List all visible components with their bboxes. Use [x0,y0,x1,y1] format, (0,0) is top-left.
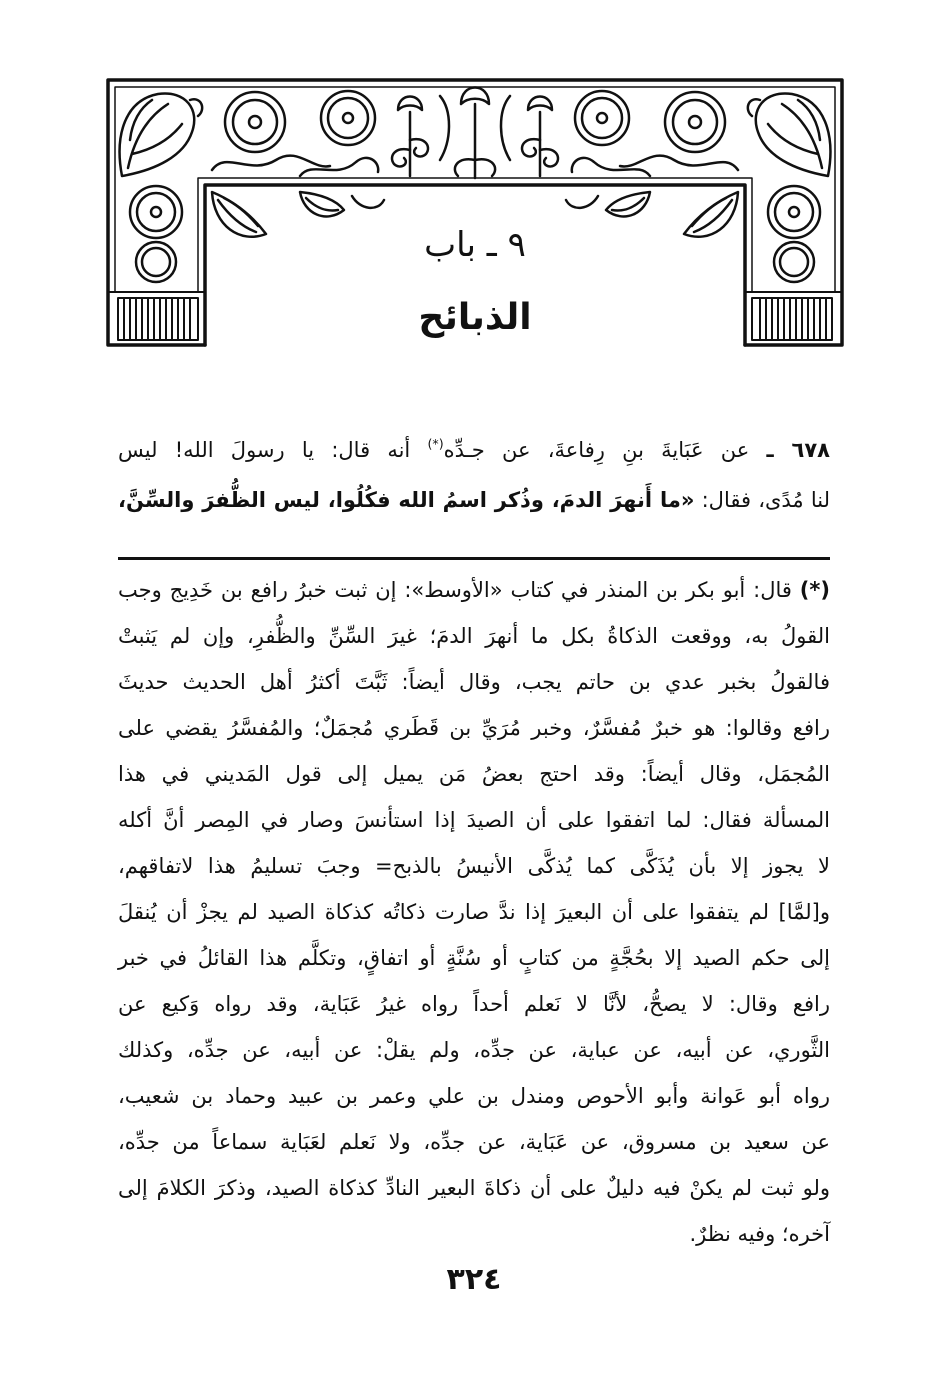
hadith-quote: «ما أَنهرَ الدمَ، وذُكر اسمُ الله فكُلُوا، ليس الظُّفرَ والسِّنَّ، [118,488,695,512]
hanging-leaf-ornament [212,192,266,237]
column-circle-ornament [136,242,176,282]
footnote-divider [118,557,830,560]
footnote-line: آخره؛ وفيه نظرٌ. [689,1222,830,1246]
footnote-line: عن سعيد بن مسروق، عن عَبَاية، عن جدِّه، ولا نَعلم لعَبَاية سماعاً من جدِّه، [118,1130,830,1154]
hadith-text: عن عَبَايةَ بنِ رِفاعةَ، عن جـدِّه [443,438,750,462]
footnote-line: رواه أبو عَوانة وأبو الأحوص ومندل بن علي وعمر بن عبيد وحماد بن شعيب، [118,1084,830,1108]
circle-ornament [321,91,375,145]
hadith-line-1 [118,425,830,478]
footnote-line [118,567,830,613]
page-number: ٣٢٤ [446,1262,502,1297]
center-stalk-ornament [440,88,510,179]
hadith-number: ٦٧٨ ـ [766,438,830,462]
circle-ornament [225,92,285,152]
footnote-line: الثَّوري، عن أبيه، عن عباية، عن جدِّه، ولم يقلْ: عن أبيه، عن جدِّه، وكذلك [118,1038,830,1062]
chapter-title: ٩ ـ باب [424,225,526,265]
footnote-line: إلى حكم الصيد إلا بحُجَّةٍ من كتابٍ أو سُنَّةٍ أو اتفاقٍ، وتكلَّم هذا القائلُ في خبر [118,946,830,970]
scroll-ornament [212,156,378,176]
footnote-line: المُجمَل، وقال أيضاً: وقد احتج بعضُ مَن يميل إلى قول المَديني في هذا [118,762,830,786]
footnote-line: و[لمَّا] لم يتفقوا على أن البعيرَ إذا ندَّ صارت ذكاتُه كذكاة الصيد لم يجزْ أن يُنقلَ [118,900,830,924]
column-grate-ornament [108,292,205,340]
footnote-line: لا يجوز إلا بأن يُذَكَّى كما يُذكَّى الأنيسُ بالذبح= وجبَ تسليمُ هذا لاتفاقهم، [118,854,830,878]
hadith-line-2 [118,475,830,525]
hanging-leaf-ornament [300,192,384,216]
corner-leaf-ornament [120,93,203,176]
footnote-marker: (*) [799,578,830,602]
footnote-line: ولو ثبت لم يكنْ فيه دليلٌ على أن ذكاةَ البعير النادِّ كذكاة الصيد، وذكرَ الكلامَ إلى [118,1176,830,1200]
footnote-line: فالقولُ بخبر عدي بن حاتم يجب، وقال أيضاً: ثَبَّتَ أكثرُ أهل الحديث حديثَ [118,670,830,694]
hadith-text: أنه قال: يا رسولَ الله! ليس [118,438,411,462]
footnote-line: رافع وقال: لا يصحُّ، لأنَّا لا نَعلم أحداً رواه غيرُ عَبَاية، وقد رواه وَكيع عن [118,992,830,1016]
footnote-text: قال: أبو بكر بن المنذر في كتاب «الأوسط»: إن ثبت خبرُ رافع بن خَدِيج وجب [118,578,792,602]
footnote-reference: (*) [427,436,444,452]
tulip-stalk-ornament [392,97,428,177]
footnote-line: رافع وقالوا: هو خبرٌ مُفسَّرٌ، وخبر مُرَيِّ بن قَطَري مُجمَلٌ؛ والمُفسَّرُ يقضي على [118,716,830,740]
hadith-text: لنا مُدًى، فقال: [701,488,830,512]
column-circle-ornament [130,186,182,238]
footnote-line: المسألة فقال: لما اتفقوا على أن الصيدَ إذا استأنسَ وصار في المِصر أنَّ أكله [118,808,830,832]
section-title: الذبائح [418,297,532,338]
footnote-line: القولُ به، ووقعت الذكاةُ بكل ما أنهرَ الدمَ؛ غيرَ السِّنِّ والظُّفرِ، وإن لم يَثبتْ [118,624,830,648]
